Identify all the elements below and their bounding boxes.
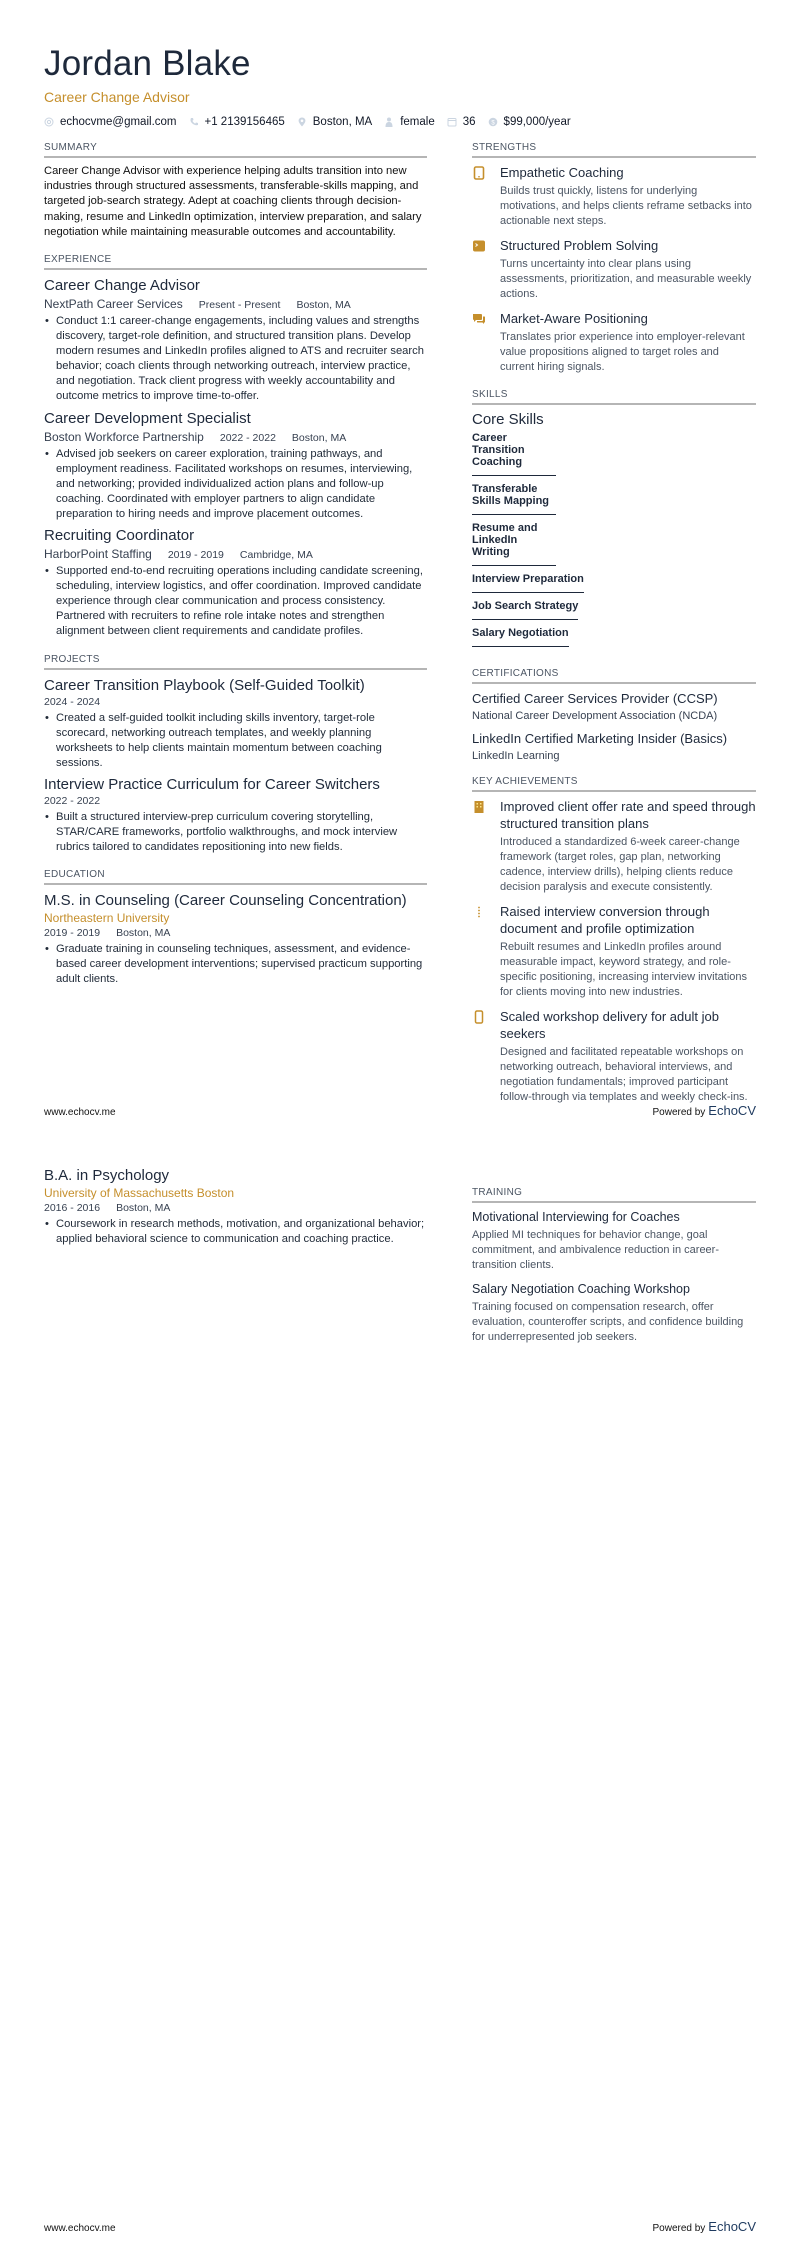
skill-tag: Resume and LinkedIn Writing bbox=[472, 522, 556, 566]
job-title: Career Development Specialist bbox=[44, 409, 251, 427]
job-bullet: • Advised job seekers on career exploration, training pathways, and employment readiness. Facilitated workshops on resumes, interviewing, and networking; provided individualized action plans and follow-up coaching. Coordinated with employer partners to align candidate preparation to hiring needs and improve placement outcomes. bbox=[44, 447, 427, 522]
svg-text:$: $ bbox=[490, 120, 495, 127]
chat-bubbles-icon bbox=[472, 312, 486, 326]
footer-url[interactable]: www.echocv.me bbox=[44, 1107, 116, 1118]
job-location: Boston, MA bbox=[296, 299, 351, 312]
job-bullet: • Supported end-to-end recruiting operations including candidate screening, scheduling, interview logistics, and offer coordination. Improved candidate experience through clear communication and process consistency. Partnered with recruiters to refine role intake notes and strengthen alignment between client requirements and candidate profiles. bbox=[44, 564, 427, 639]
strength-desc: Builds trust quickly, listens for underlying motivations, and helps clients reframe setbacks into actionable next steps. bbox=[500, 185, 752, 227]
achievement-desc: Designed and facilitated repeatable workshops on networking outreach, behavioral interviews, and negotiation fundamentals; improved participant follow-through via templates and weekly check-ins. bbox=[500, 1046, 748, 1103]
job-meta bbox=[44, 547, 427, 561]
page-footer bbox=[44, 2218, 756, 2236]
strengths-section bbox=[472, 142, 756, 375]
company-name: HarborPoint Staffing bbox=[44, 547, 152, 562]
strength-item bbox=[472, 310, 756, 375]
project-entry bbox=[44, 775, 427, 855]
achievements-section bbox=[472, 776, 756, 1105]
contact-bar bbox=[44, 116, 583, 128]
job-title: Recruiting Coordinator bbox=[44, 527, 195, 545]
money-icon bbox=[488, 117, 498, 127]
contact-salary-value: $99,000/year bbox=[503, 116, 571, 128]
school-name: University of Massachusetts Boston bbox=[44, 1186, 235, 1200]
experience-section bbox=[44, 254, 427, 640]
contact-gender bbox=[384, 116, 435, 128]
location-pin-icon bbox=[297, 117, 307, 127]
achievement-item bbox=[472, 903, 756, 1000]
job-location: Boston, MA bbox=[291, 431, 347, 444]
certification-name: LinkedIn Certified Marketing Insider (Basics) bbox=[472, 731, 728, 746]
projects-section bbox=[44, 654, 427, 856]
project-dates: 2022 - 2022 bbox=[44, 794, 101, 807]
dots-vertical-icon bbox=[472, 905, 486, 919]
certifications-section bbox=[472, 668, 756, 762]
skills-section bbox=[472, 389, 756, 654]
job-bullet: • Conduct 1:1 career-change engagements, including values and strengths discovery, target-role definition, and structured transition plans. Develop modern resumes and LinkedIn profiles aligned to ATS and recruiter search behavior; coach clients through networking outreach, interview practice, and negotiation. Track client progress with weekly accountability and outcome metrics to improve time-to-offer. bbox=[44, 314, 427, 405]
resume-page-2 bbox=[0, 1140, 794, 2246]
company-name: NextPath Career Services bbox=[44, 297, 183, 312]
degree-title: B.A. in Psychology bbox=[44, 1167, 170, 1184]
skill-tag: Salary Negotiation bbox=[472, 627, 569, 647]
job-dates: 2019 - 2019 bbox=[167, 549, 224, 562]
skill-tag: Career Transition Coaching bbox=[472, 432, 556, 476]
degree-title: M.S. in Counseling (Career Counseling Concentration) bbox=[44, 892, 407, 910]
contact-phone bbox=[189, 116, 285, 128]
strength-desc: Translates prior experience into employer-relevant value propositions aligned to target roles and current hiring signals. bbox=[500, 331, 745, 373]
project-title: Career Transition Playbook (Self-Guided Toolkit) bbox=[44, 676, 365, 694]
education-section bbox=[44, 869, 427, 987]
training-heading: TRAINING bbox=[472, 1187, 756, 1203]
job-dates: Present - Present bbox=[198, 299, 281, 312]
job-title: Career Change Advisor bbox=[44, 277, 200, 295]
training-desc: Applied MI techniques for behavior change, goal commitment, and ambivalence reduction in career-transition clients. bbox=[472, 1229, 720, 1271]
job-meta bbox=[44, 430, 427, 444]
at-icon bbox=[44, 117, 54, 127]
project-entry bbox=[44, 676, 427, 771]
education-entry bbox=[44, 891, 427, 987]
skill-tag: Job Search Strategy bbox=[472, 600, 578, 620]
terminal-icon bbox=[472, 239, 486, 253]
training-title: Motivational Interviewing for Coaches bbox=[472, 1210, 680, 1224]
school-name: Northeastern University bbox=[44, 911, 170, 926]
achievement-desc: Rebuilt resumes and LinkedIn profiles around measurable impact, keyword strategy, and role-specific positioning, increasing interview invitations for clients moving into new industries. bbox=[500, 941, 748, 998]
brand-logo[interactable]: EchoCV bbox=[708, 1103, 756, 1118]
resume-header bbox=[44, 44, 583, 128]
contact-location bbox=[297, 116, 372, 128]
projects-heading: PROJECTS bbox=[44, 654, 427, 670]
project-bullet: • Created a self-guided toolkit including skills inventory, target-role scorecard, networking outreach templates, and weekly planning worksheets to help clients maintain momentum between coaching sessions. bbox=[44, 711, 427, 771]
certification-org: National Career Development Association (NCDA) bbox=[472, 710, 718, 722]
mobile-icon bbox=[472, 1010, 486, 1024]
right-column bbox=[472, 1187, 756, 1359]
right-column bbox=[472, 142, 756, 1119]
education-heading: EDUCATION bbox=[44, 869, 427, 885]
skill-tag: Interview Preparation bbox=[472, 573, 584, 593]
certification-name: Certified Career Services Provider (CCSP) bbox=[472, 691, 718, 706]
experience-entry bbox=[44, 276, 427, 405]
project-dates: 2024 - 2024 bbox=[44, 695, 101, 708]
education-dates: 2019 - 2019 bbox=[44, 927, 101, 940]
brand-logo[interactable]: EchoCV bbox=[708, 2219, 756, 2234]
building-icon bbox=[472, 800, 486, 814]
experience-entry bbox=[44, 526, 427, 639]
experience-heading: EXPERIENCE bbox=[44, 254, 427, 270]
skill-tag: Transferable Skills Mapping bbox=[472, 483, 556, 515]
left-column bbox=[44, 1164, 427, 1251]
contact-phone-value: +1 2139156465 bbox=[204, 116, 285, 128]
job-meta bbox=[44, 297, 427, 311]
footer-url[interactable]: www.echocv.me bbox=[44, 2223, 116, 2234]
achievement-item bbox=[472, 1008, 756, 1105]
training-title: Salary Negotiation Coaching Workshop bbox=[472, 1282, 690, 1296]
contact-email bbox=[44, 116, 177, 128]
job-dates: 2022 - 2022 bbox=[219, 431, 276, 444]
training-section bbox=[472, 1187, 756, 1345]
summary-heading: SUMMARY bbox=[44, 142, 427, 158]
achievement-item bbox=[472, 798, 756, 895]
experience-entry bbox=[44, 409, 427, 522]
strengths-heading: STRENGTHS bbox=[472, 142, 756, 158]
strength-title: Empathetic Coaching bbox=[500, 165, 624, 180]
education-location: Boston, MA bbox=[116, 1202, 171, 1214]
contact-gender-value: female bbox=[400, 116, 435, 128]
contact-location-value: Boston, MA bbox=[312, 116, 373, 128]
education-bullet: • Coursework in research methods, motivation, and organizational behavior; applied behavioral science to communication and coaching practice. bbox=[44, 1217, 427, 1247]
education-location: Boston, MA bbox=[116, 927, 171, 940]
contact-salary bbox=[488, 116, 571, 128]
person-icon bbox=[384, 117, 394, 127]
achievement-title: Scaled workshop delivery for adult job seekers bbox=[500, 1009, 719, 1041]
phone-icon bbox=[189, 117, 199, 127]
candidate-name: Jordan Blake bbox=[44, 44, 251, 83]
powered-by bbox=[652, 2218, 756, 2236]
company-name: Boston Workforce Partnership bbox=[44, 429, 204, 444]
skills-heading: SKILLS bbox=[472, 389, 756, 405]
education-meta bbox=[44, 1202, 427, 1214]
achievement-title: Improved client offer rate and speed through structured transition plans bbox=[500, 799, 756, 831]
achievement-title: Raised interview conversion through document and profile optimization bbox=[500, 904, 710, 936]
strength-item bbox=[472, 237, 756, 302]
tablet-icon bbox=[472, 166, 486, 180]
strength-title: Structured Problem Solving bbox=[500, 238, 659, 253]
achievements-heading: KEY ACHIEVEMENTS bbox=[472, 776, 756, 792]
education-entry bbox=[44, 1166, 427, 1247]
education-bullet: • Graduate training in counseling techniques, assessment, and evidence-based career development interventions; supervised practicum supporting adult clients. bbox=[44, 942, 427, 987]
contact-age-value: 36 bbox=[462, 116, 476, 128]
strength-title: Market-Aware Positioning bbox=[500, 311, 648, 326]
skills-list bbox=[472, 432, 756, 654]
training-desc: Training focused on compensation research, offer evaluation, counteroffer scripts, and confidence building for underrepresented job seekers. bbox=[472, 1301, 744, 1343]
calendar-icon bbox=[447, 117, 457, 127]
left-column bbox=[44, 142, 427, 1001]
education-dates: 2016 - 2016 bbox=[44, 1202, 101, 1214]
contact-age bbox=[447, 116, 476, 128]
powered-by bbox=[652, 1102, 756, 1120]
powered-by-label: Powered by bbox=[652, 1107, 706, 1118]
education-meta bbox=[44, 927, 427, 939]
certification-org: LinkedIn Learning bbox=[472, 750, 560, 762]
page-footer bbox=[44, 1102, 756, 1120]
contact-email-value: echocvme@gmail.com bbox=[60, 116, 177, 128]
project-title: Interview Practice Curriculum for Career Switchers bbox=[44, 775, 380, 793]
summary-text: Career Change Advisor with experience helping adults transition into new industries through structured assessments, transferable-skills mapping, and targeted job-search strategy. Adept at coaching clients through decision-making, resume and LinkedIn optimization, interview preparation, and salary negotiation while maintaining measurable outcomes and accountability. bbox=[44, 165, 422, 238]
summary-section bbox=[44, 142, 427, 240]
project-bullet: • Built a structured interview-prep curriculum covering storytelling, STAR/CARE frameworks, portfolio walkthroughs, and mock interview rubrics tailored to candidates repositioning into new fields. bbox=[44, 810, 427, 855]
job-location: Cambridge, MA bbox=[239, 549, 313, 562]
skill-group-title: Core Skills bbox=[472, 411, 544, 428]
certifications-heading: CERTIFICATIONS bbox=[472, 668, 756, 684]
strength-item bbox=[472, 164, 756, 229]
powered-by-label: Powered by bbox=[652, 2223, 706, 2234]
achievement-desc: Introduced a standardized 6-week career-change framework (target roles, gap plan, networking cadence, interview drills), helping clients reduce decision paralysis and execute consistently. bbox=[500, 836, 740, 893]
candidate-title: Career Change Advisor bbox=[44, 89, 190, 105]
strength-desc: Turns uncertainty into clear plans using assessments, prioritization, and measurable weekly actions. bbox=[500, 258, 752, 300]
